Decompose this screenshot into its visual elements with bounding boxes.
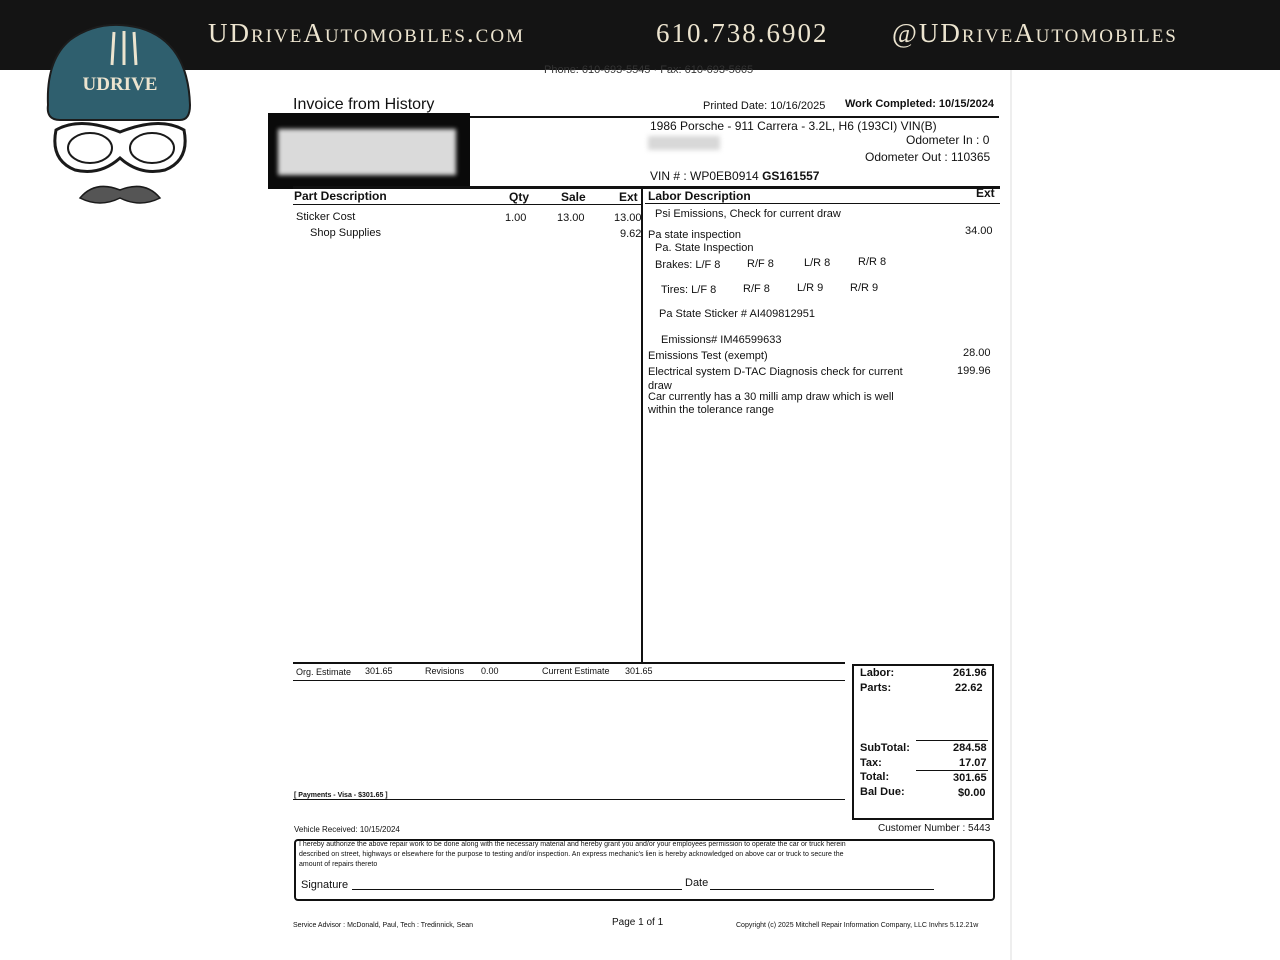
- signature-label: Signature: [301, 879, 349, 891]
- tires-lr: L/R 9: [797, 282, 824, 294]
- service-advisor: Service Advisor : McDonald, Paul, Tech : Tredinnick, Sean: [293, 922, 474, 929]
- copyright: Copyright (c) 2025 Mitchell Repair Information Company, LLC Invhrs 5.12.21w: [736, 922, 979, 929]
- labor-header-rule: [645, 203, 1000, 204]
- part-row-ext: 9.62: [620, 228, 642, 240]
- part-row-desc: Shop Supplies: [310, 227, 381, 239]
- odometer-in: Odometer In : 0: [906, 133, 990, 147]
- vin-label: VIN # : WP0EB0914: [650, 169, 759, 183]
- vin-bold: GS161557: [762, 169, 820, 183]
- subtotal-value: 284.58: [953, 742, 987, 754]
- estimate-top-rule: [293, 662, 845, 664]
- subtotal-label: SubTotal:: [860, 742, 910, 754]
- payments-line: [ Payments - Visa - $301.65 ]: [294, 792, 388, 799]
- column-divider: [641, 188, 643, 662]
- brakes-rr: R/R 8: [858, 256, 887, 268]
- printed-date: Printed Date: 10/16/2025: [703, 100, 826, 112]
- current-estimate-label: Current Estimate: [542, 666, 610, 676]
- part-row-qty: 1.00: [505, 212, 527, 224]
- current-estimate-value: 301.65: [625, 666, 653, 676]
- part-row-sale: 13.00: [557, 212, 585, 224]
- parts-header-desc: Part Description: [294, 189, 387, 203]
- electrical-line-2: draw: [648, 380, 672, 392]
- part-row-desc: Sticker Cost: [296, 211, 356, 223]
- electrical-line-4: within the tolerance range: [648, 404, 774, 416]
- website-text[interactable]: UDriveAutomobiles.com: [208, 18, 525, 48]
- parts-total-value: 22.62: [955, 682, 983, 694]
- vehicle-description: 1986 Porsche - 911 Carrera - 3.2L, H6 (193CI) VIN(B): [650, 119, 937, 133]
- invoice-title: Invoice from History: [293, 96, 435, 113]
- page-edge: [1010, 70, 1012, 960]
- table-top-rule: [293, 186, 1000, 189]
- auth-line-3: amount of repairs thereto: [299, 861, 378, 868]
- tax-label: Tax:: [860, 757, 882, 769]
- pa-state-sticker: Pa State Sticker # AI409812951: [659, 308, 815, 320]
- bal-due-label: Bal Due:: [860, 786, 905, 798]
- parts-header-rule: [293, 204, 641, 205]
- parts-header-qty: Qty: [509, 190, 530, 204]
- org-estimate-value: 301.65: [365, 666, 393, 676]
- tax-value: 17.07: [959, 757, 987, 769]
- brakes-rf: R/F 8: [747, 258, 774, 270]
- brakes-lf: Brakes: L/F 8: [655, 259, 721, 271]
- total-label: Total:: [860, 771, 890, 783]
- revisions-label: Revisions: [425, 666, 465, 676]
- total-rule: [916, 770, 988, 771]
- tires-rr: R/R 9: [850, 282, 879, 294]
- emissions-number: Emissions# IM46599633: [661, 334, 782, 346]
- labor-pa-inspection: Pa. State Inspection: [655, 242, 754, 254]
- labor-header-desc: Labor Description: [648, 189, 751, 203]
- org-estimate-label: Org. Estimate: [296, 667, 352, 677]
- brakes-lr: L/R 8: [804, 257, 831, 269]
- labor-total-label: Labor:: [860, 667, 895, 679]
- auth-line-1: I hereby authorize the above repair work to be done along with the necessary material and hereby grant you and/or your employees permission to operate the car or truck herein: [299, 841, 846, 848]
- payments-rule: [293, 799, 845, 800]
- labor-header-ext: Ext: [976, 186, 995, 200]
- work-completed: Work Completed: 10/15/2024: [845, 98, 994, 110]
- vehicle-received: Vehicle Received: 10/15/2024: [294, 825, 400, 834]
- date-line[interactable]: [710, 889, 934, 890]
- logo-text: UDRIVE: [82, 74, 158, 95]
- parts-header-sale: Sale: [561, 190, 586, 204]
- emissions-test-ext: 28.00: [963, 347, 991, 359]
- tires-lf: Tires: L/F 8: [661, 284, 717, 296]
- subtotal-rule: [916, 740, 988, 741]
- customer-number: Customer Number : 5443: [878, 823, 991, 834]
- page-number: Page 1 of 1: [612, 917, 664, 928]
- electrical-ext: 199.96: [957, 365, 991, 377]
- electrical-line-3: Car currently has a 30 milli amp draw which is well: [648, 391, 894, 403]
- phone-text[interactable]: 610.738.6902: [656, 18, 829, 48]
- estimate-bottom-rule: [293, 680, 845, 681]
- total-value: 301.65: [953, 772, 987, 784]
- bal-due-value: $0.00: [958, 787, 986, 799]
- redacted-plate: [648, 136, 720, 150]
- labor-total-value: 261.96: [953, 667, 987, 679]
- odometer-out: Odometer Out : 110365: [865, 150, 991, 164]
- cut-header: Phone: 610-693-5545 · Fax: 610-693-5665: [544, 64, 754, 76]
- emissions-test: Emissions Test (exempt): [648, 350, 768, 362]
- social-handle[interactable]: @UDriveAutomobiles: [892, 18, 1178, 48]
- signature-line[interactable]: [352, 889, 682, 890]
- udrive-logo: [40, 20, 200, 220]
- part-row-ext: 13.00: [614, 212, 642, 224]
- revisions-value: 0.00: [481, 666, 499, 676]
- labor-pa-state: Pa state inspection: [648, 229, 741, 241]
- parts-header-ext: Ext: [619, 190, 638, 204]
- labor-psi: Psi Emissions, Check for current draw: [655, 208, 841, 220]
- auth-line-2: described on street, highways or elsewhere for the purpose to testing and/or inspection. An express mechanic's lien is hereby acknowledged on above car or truck to secure the: [299, 851, 844, 858]
- labor-pa-state-ext: 34.00: [965, 225, 993, 237]
- electrical-line-1: Electrical system D-TAC Diagnosis check for current: [648, 366, 903, 378]
- parts-total-label: Parts:: [860, 682, 892, 694]
- tires-rf: R/F 8: [743, 283, 770, 295]
- redacted-customer-info: [268, 113, 470, 189]
- vin-number: [650, 169, 819, 183]
- date-label: Date: [685, 877, 709, 889]
- authorization-box: [294, 839, 995, 901]
